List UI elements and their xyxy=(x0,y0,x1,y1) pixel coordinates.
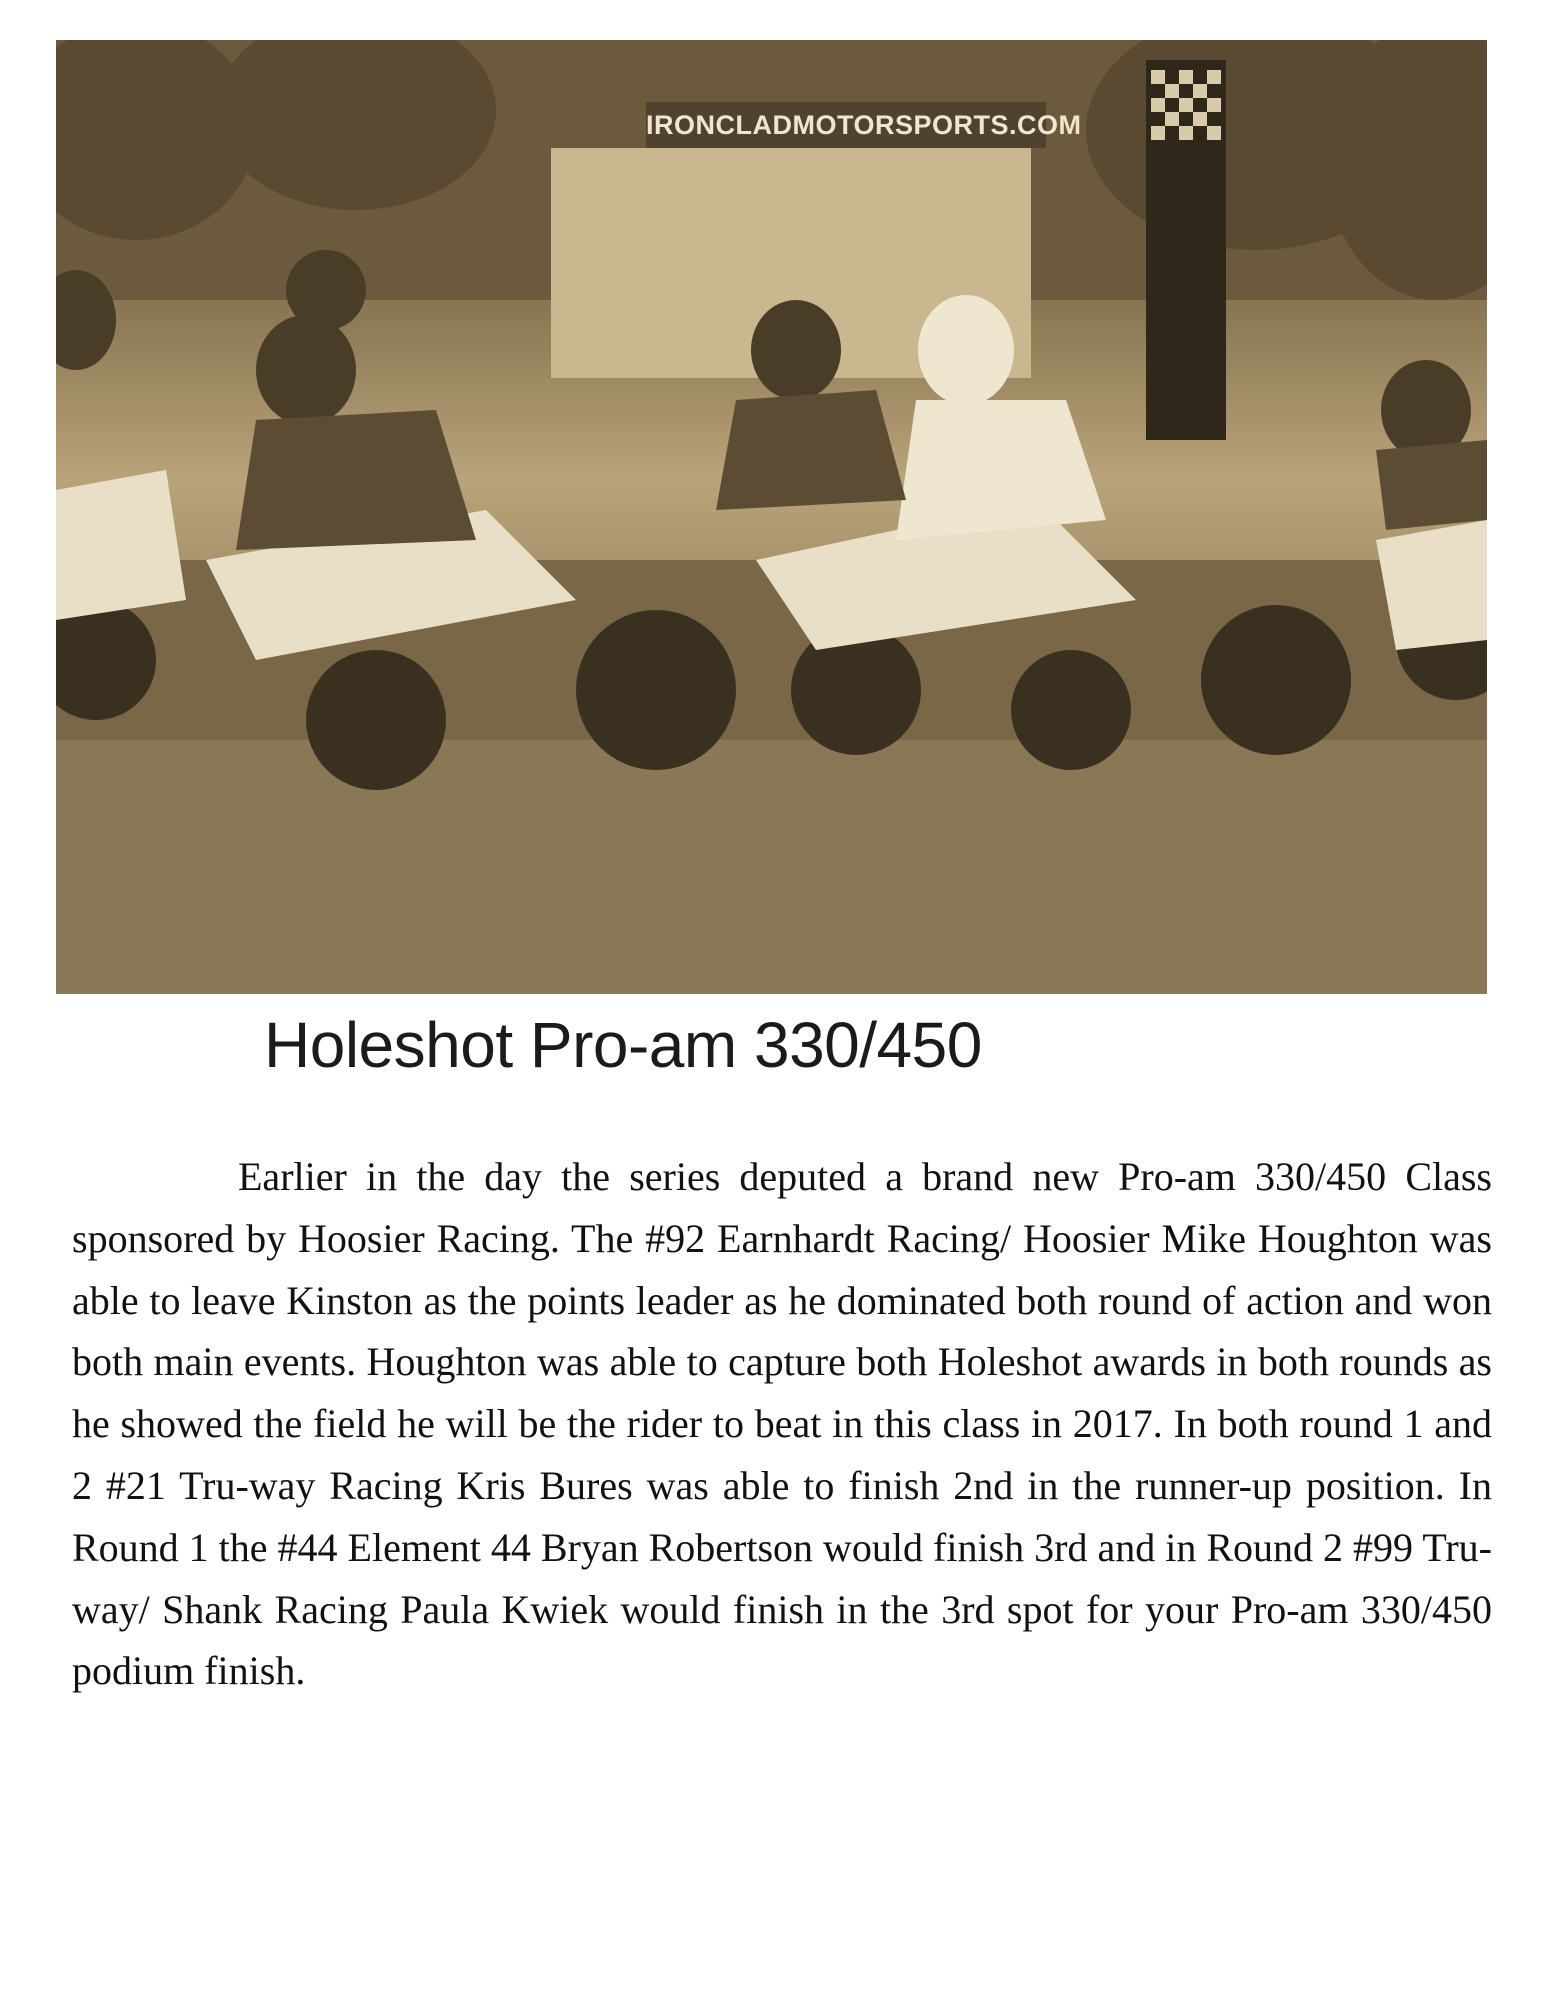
article-body xyxy=(72,1146,1492,1702)
article-paragraph: Earlier in the day the series deputed a brand new Pro-am 330/450 Class sponsored by Hoosier Racing. The #92 Earnhardt Racing/ Hoosier Mike Houghton was able to leave Kinston as the points leader as he dominated both round of action and won both main events. Houghton was able to capture both Holeshot awards in both rounds as he showed the field he will be the rider to beat in this class in 2017. In both round 1 and 2 #21 Tru-way Racing Kris Bures was able to finish 2nd in the runner-up position. In Round 1 the #44 Element 44 Bryan Robertson would finish 3rd and in Round 2 #99 Tru-way/ Shank Racing Paula Kwiek would finish in the 3rd spot for your Pro-am 330/450 podium finish. xyxy=(72,1154,1492,1694)
sponsor-sign-text: IRONCLADMOTORSPORTS.COM xyxy=(646,110,1082,140)
photo-caption-headline: Holeshot Pro-am 330/450 xyxy=(264,1009,982,1081)
race-photo xyxy=(56,40,1487,994)
race-photo-illustration xyxy=(56,40,1487,994)
